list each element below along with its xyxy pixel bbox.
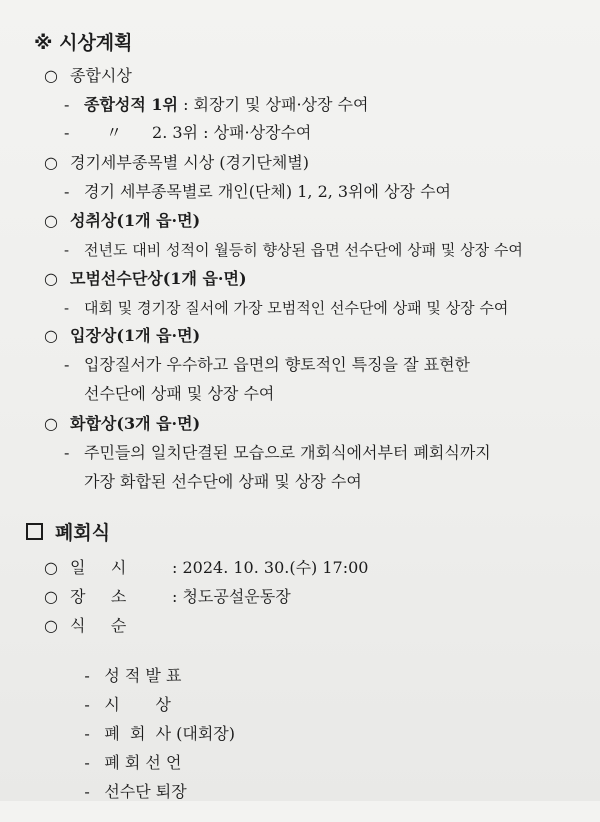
award-plan-heading: ※ 시상계획 — [34, 32, 133, 54]
list-item — [64, 123, 311, 143]
circle-bullet-icon: ○ — [44, 616, 58, 635]
order-item-text: 시 상 — [104, 695, 171, 714]
item-text: 입장질서가 우수하고 읍면의 향토적인 특징을 잘 표현한 — [84, 355, 471, 374]
section-title: 경기세부종목별 시상 (경기단체별) — [70, 153, 310, 172]
circle-bullet-icon: ○ — [44, 587, 58, 606]
list-item-continuation: 선수단에 상패 및 상장 수여 — [84, 384, 275, 403]
item-text: 대회 및 경기장 질서에 가장 모범적인 선수단에 상패 및 상장 수여 — [84, 299, 509, 317]
item-text: 전년도 대비 성적이 월등히 향상된 읍면 선수단에 상패 및 상장 수여 — [84, 241, 523, 259]
item-text: : 회장기 및 상패·상장 수여 — [177, 95, 369, 114]
circle-bullet-icon: ○ — [44, 211, 58, 230]
item-text: 2. 3위 : 상패·상장수여 — [152, 123, 312, 142]
closing-date-row — [44, 558, 368, 578]
dash-bullet: - — [64, 443, 70, 462]
order-item: - 성 적 발 표 — [84, 666, 182, 685]
dash-bullet: - — [64, 355, 70, 374]
closing-heading-text: 폐회식 — [55, 522, 111, 544]
date-value: : 2024. 10. 30.(수) 17:00 — [172, 558, 369, 577]
date-label: 일 시 — [70, 558, 127, 577]
list-item — [64, 182, 451, 202]
section-achievement-award — [44, 211, 200, 231]
circle-bullet-icon: ○ — [44, 269, 58, 288]
list-item-continuation: 가장 화합된 선수단에 상패 및 상장 수여 — [84, 472, 362, 491]
order-item-text: 선수단 퇴장 — [104, 782, 187, 801]
item-bold-label: 종합성적 1위 — [84, 95, 178, 114]
section-title: 성취상(1개 읍·면) — [70, 211, 201, 230]
closing-ceremony-heading — [26, 523, 110, 543]
section-general-award — [44, 66, 132, 86]
ditto-mark: 〃 — [106, 123, 123, 142]
list-item — [64, 240, 523, 260]
order-item: - 선수단 퇴장 — [84, 782, 187, 801]
dash-bullet: - — [64, 182, 70, 201]
place-label: 장 소 — [70, 587, 127, 606]
dash-bullet: - — [64, 95, 70, 114]
item-text: 경기 세부종목별로 개인(단체) 1, 2, 3위에 상장 수여 — [84, 182, 452, 201]
place-value: : 청도공설운동장 — [172, 587, 291, 606]
section-title: 종합시상 — [70, 66, 132, 85]
list-item — [64, 443, 491, 463]
circle-bullet-icon: ○ — [44, 414, 58, 433]
dash-bullet: - — [64, 123, 70, 142]
circle-bullet-icon: ○ — [44, 326, 58, 345]
list-item — [64, 355, 470, 375]
order-item-text: 폐 회 선 언 — [104, 753, 182, 772]
closing-order-row — [44, 616, 126, 636]
order-item-text: 폐 회 사 (대회장) — [104, 724, 235, 743]
section-entrance-award — [44, 326, 200, 346]
order-item-text: 성 적 발 표 — [104, 666, 182, 685]
item-text: 주민들의 일치단결된 모습으로 개회식에서부터 폐회식까지 — [84, 443, 491, 462]
list-item — [64, 95, 368, 115]
section-harmony-award — [44, 414, 200, 434]
order-item: - 시 상 — [84, 695, 171, 714]
order-item: - 폐 회 사 (대회장) — [84, 724, 235, 743]
section-title: 화합상(3개 읍·면) — [70, 414, 201, 433]
order-label: 식 순 — [70, 616, 127, 635]
dash-bullet: - — [64, 241, 70, 259]
circle-bullet-icon: ○ — [44, 153, 58, 172]
section-title: 입장상(1개 읍·면) — [70, 326, 201, 345]
closing-place-row — [44, 587, 291, 607]
dash-bullet: - — [64, 299, 70, 317]
section-event-award — [44, 153, 309, 173]
square-bullet-icon — [26, 523, 43, 540]
section-model-team-award — [44, 269, 247, 289]
section-title: 모범선수단상(1개 읍·면) — [70, 269, 247, 288]
order-item: - 폐 회 선 언 — [84, 753, 182, 772]
list-item — [64, 298, 508, 318]
circle-bullet-icon: ○ — [44, 558, 58, 577]
circle-bullet-icon: ○ — [44, 66, 58, 85]
